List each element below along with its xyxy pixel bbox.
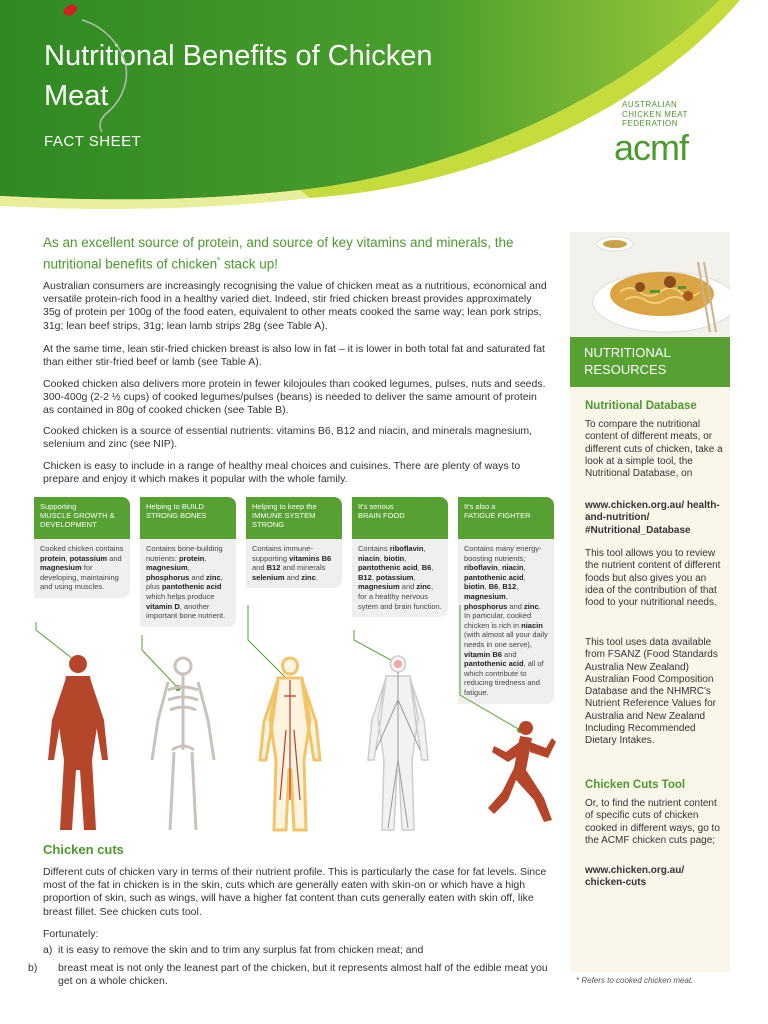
chicken-cuts-link[interactable]: www.chicken.org.au/ chicken-cuts <box>585 865 685 889</box>
sidebar-heading: NUTRITIONAL RESOURCES <box>570 337 730 387</box>
nutrient-term: pantothenic acid <box>464 572 524 582</box>
card-text: , <box>431 563 434 573</box>
card-tab <box>140 497 236 539</box>
card-text: , <box>404 553 407 563</box>
card-tab-small: It's also a <box>464 502 496 511</box>
nutrient-term: zinc <box>301 572 316 582</box>
nutrient-term: vitamin D <box>146 601 180 611</box>
card-text: and <box>189 572 207 582</box>
card-tab-big: IMMUNE SYSTEM STRONG <box>252 511 316 529</box>
card-text: , for a healthy nervous sytem and brain function. <box>358 582 442 611</box>
card-text: , <box>423 544 426 553</box>
nutrient-term: magnesium <box>358 582 400 592</box>
nutrient-term: zinc <box>416 582 431 592</box>
nutrient-term: B12 <box>502 582 517 592</box>
nutrient-term: niacin <box>358 553 380 563</box>
card-text: and <box>399 582 417 592</box>
card-text: , <box>371 572 376 582</box>
paragraph-2: At the same time, lean stir-fried chicken breast is also low in fat – it is lower in both total fat and saturated fat than either stir-fried beef or lamb (see Table A). <box>43 343 545 369</box>
skeleton-figure-icon <box>152 658 214 830</box>
nutrient-term: riboflavin <box>464 563 498 573</box>
fortunately-label: Fortunately: <box>43 928 99 940</box>
connector-muscle <box>36 622 78 663</box>
card-text: Contains many energy-boosting nutrients; <box>464 544 542 563</box>
card-tab-small: Supporting <box>40 502 77 511</box>
benefit-card-immune <box>246 497 342 588</box>
logo-text: AUSTRALIAN CHICKEN MEAT FEDERATION <box>622 100 688 128</box>
nutrient-term: pantothenic acid <box>161 582 222 592</box>
nutrient-term: biotin <box>383 553 405 563</box>
nutrient-term: B6 <box>488 582 499 592</box>
tool-description: This tool allows you to review the nutrient content of different foods but also gives you an idea of the contribution of that food to your nutritional needs. <box>585 548 721 609</box>
list-marker: b) <box>28 962 38 974</box>
nutrient-term: magnesium <box>40 563 82 573</box>
card-tab <box>458 497 554 539</box>
nutrient-term: vitamins B6 <box>289 553 332 563</box>
list-marker: a) <box>43 944 53 956</box>
card-tab <box>246 497 342 539</box>
paragraph-3: Cooked chicken also delivers more protein in fewer kilojoules than cooked legumes, pulses, nuts and seeds. 300-400g (2-2 ½ cups) of cooked legumes/pulses (beans) is needed to deliver the same amount of protein as contained in 80g of cooked chicken (see Table B). <box>43 378 546 417</box>
connector-bones <box>142 635 178 688</box>
card-text: , <box>65 553 70 563</box>
card-text: , <box>497 563 502 573</box>
header-banner <box>0 0 768 215</box>
list-text: it is easy to remove the skin and to trim any surplus fat from chicken meat; and <box>58 944 424 956</box>
card-text: , <box>523 563 526 573</box>
card-text: Contains bone-building nutrients: <box>146 544 223 563</box>
card-tab-big: BRAIN FOOD <box>358 511 405 520</box>
intro-statement <box>43 234 548 274</box>
immune-figure-icon <box>260 658 320 830</box>
list-item <box>43 944 543 957</box>
page-subtitle: FACT SHEET <box>44 133 142 150</box>
benefit-card-muscle <box>34 497 130 598</box>
nutrient-term: B6 <box>421 563 432 573</box>
nutrient-term: biotin <box>464 582 485 592</box>
nutrient-term: riboflavin <box>389 544 424 553</box>
nutritional-database-text: To compare the nutritional content of different meats, or different cuts of chicken, take a look at a simple tool, the Nutritional Database, on <box>585 419 723 480</box>
card-tab-big: STRONG BONES <box>146 511 207 520</box>
card-text: Contains <box>358 544 390 553</box>
nutrient-term: potassium <box>69 553 108 563</box>
card-text: and minerals <box>280 563 326 573</box>
noodle-dish-icon <box>570 232 730 337</box>
card-text: and <box>507 601 525 611</box>
card-text: which helps produce <box>146 591 215 601</box>
card-text: , all of which contribute to reducing tiredness and fatigue. <box>464 659 544 697</box>
card-text: and <box>252 563 267 573</box>
card-text: and <box>284 572 302 582</box>
card-text: , <box>505 591 508 601</box>
card-text: , <box>379 553 384 563</box>
chicken-cuts-paragraph: Different cuts of chicken vary in terms of their nutrient profile. This is particularly the case for fat levels. Since most of the fat in chicken is in the skin, cuts which are generally eaten with skin-on or which have a high proportion of skin, such as wings, will have a higher fat content than cuts generally eaten with skin off, like breast fillet. See chicken cuts tool. <box>43 866 547 918</box>
nutrient-term: zinc <box>206 572 221 582</box>
card-text: and <box>501 649 517 659</box>
runner-figure-icon <box>488 721 556 822</box>
list-item <box>28 962 558 988</box>
card-text: , <box>523 572 526 582</box>
page-title: Nutritional Benefits of Chicken Meat <box>44 40 433 112</box>
card-text: , <box>516 582 519 592</box>
nutritional-database-link[interactable]: www.chicken.org.au/ health-and-nutrition/ #Nutritional_Database <box>585 500 720 536</box>
intro-tail: stack up! <box>220 256 279 272</box>
card-tab-big: FATIGUE FIGHTER <box>464 511 531 520</box>
card-text: . In particular, cooked chicken is rich in <box>464 601 541 630</box>
card-text: , plus <box>146 572 223 592</box>
card-text: , <box>417 563 422 573</box>
nutrient-term: potassium <box>375 572 414 582</box>
nutrient-term: pantothenic acid <box>464 659 524 669</box>
nutrient-term: magnesium <box>464 591 506 601</box>
card-tab <box>352 497 448 539</box>
card-text: and <box>107 553 122 563</box>
acmf-logo-icon <box>0 0 140 140</box>
card-text: for developing, maintaining and using muscles. <box>40 563 119 592</box>
card-text: Cooked chicken contains <box>40 544 124 553</box>
nutrient-term: B12 <box>266 563 281 573</box>
nutrient-term: niacin <box>521 620 543 630</box>
paragraph-5: Chicken is easy to include in a range of healthy meal choices and cuisines. There are plenty of ways to prepare and enjoy it which makes it popular with the whole family. <box>43 460 521 486</box>
card-body <box>34 539 130 598</box>
nutrient-term: selenium <box>252 572 285 582</box>
card-tab-big: MUSCLE GROWTH & DEVELOPMENT <box>40 511 115 529</box>
card-tab-small: It's serious <box>358 502 394 511</box>
card-tab <box>34 497 130 539</box>
nutrient-term: protein <box>40 553 66 563</box>
intro-text: As an excellent source of protein, and source of key vitamins and minerals, the nutritional benefits of chicken <box>43 235 514 272</box>
nutrient-term: magnesium <box>146 563 188 573</box>
footnote: * Refers to cooked chicken meat. <box>576 976 694 985</box>
list-text: breast meat is not only the leanest part of the chicken, but it represents almost half of the edible meat you get on a whole chicken. <box>58 962 548 988</box>
card-text: , another important bone nutrient. <box>146 601 226 621</box>
connector-fatigue <box>460 605 520 730</box>
card-text: Contains immune-supporting <box>252 544 313 563</box>
chicken-cuts-heading: Chicken cuts <box>43 842 124 857</box>
paragraph-1: Australian consumers are increasingly recognising the value of chicken meat as a nutritious, economical and versatile protein-rich food in a healthy varied diet. Indeed, stir fried chicken breast provides approximately 35g of protein per 100g of the food eaten, equivalent to other meats cooked the same way; lean pork strips, 31g; lean beef strips, 31g; lean lamb strips 28g (see Table A). <box>43 280 547 332</box>
card-text: , <box>484 582 489 592</box>
nervous-figure-icon <box>368 656 428 830</box>
card-text: , <box>187 563 190 573</box>
card-tab-small: Helping to keep the <box>252 502 317 511</box>
card-text: , <box>413 572 416 582</box>
chicken-cuts-tool-text: Or, to find the nutrient content of specific cuts of chicken cooked in different ways, go to the ACMF chicken cuts page; <box>585 798 720 846</box>
card-body <box>246 539 342 588</box>
nutrient-term: protein <box>178 553 205 563</box>
nutrient-term: phosphorus <box>464 601 508 611</box>
nutrient-term: B12 <box>358 572 372 582</box>
card-text: , <box>204 553 207 563</box>
paragraph-4: Cooked chicken is a source of essential nutrients: vitamins B6, B12 and niacin, and minerals magnesium, selenium and zinc (see NIP). <box>43 425 533 451</box>
card-text: , <box>498 582 503 592</box>
nutrient-term: pantothenic acid <box>358 563 418 573</box>
card-text: (with almost all your daily needs in one serve), <box>464 630 548 649</box>
nutrient-term: zinc <box>524 601 539 611</box>
nutritional-database-title: Nutritional Database <box>585 400 697 412</box>
logo-acronym: acmf <box>614 127 689 168</box>
card-tab-small: Helping to BUILD <box>146 502 204 511</box>
data-source-text: This tool uses data available from FSANZ (Food Standards Australia New Zealand) Australian Food Composition Database and the NHMRC's Nutrient Reference Values for Australia and New Zealand Including Recommended Dietary Intakes. <box>585 637 718 747</box>
card-text: . <box>315 572 318 582</box>
nutrient-term: phosphorus <box>146 572 190 582</box>
chicken-cuts-tool-title: Chicken Cuts Tool <box>585 779 686 791</box>
muscle-figure-icon <box>48 655 108 830</box>
nutrient-term: niacin <box>501 563 524 573</box>
nutrient-term: vitamin B6 <box>464 649 502 659</box>
food-photo <box>570 232 730 337</box>
anatomy-figures <box>0 600 570 840</box>
intro-sup: * <box>217 256 221 265</box>
